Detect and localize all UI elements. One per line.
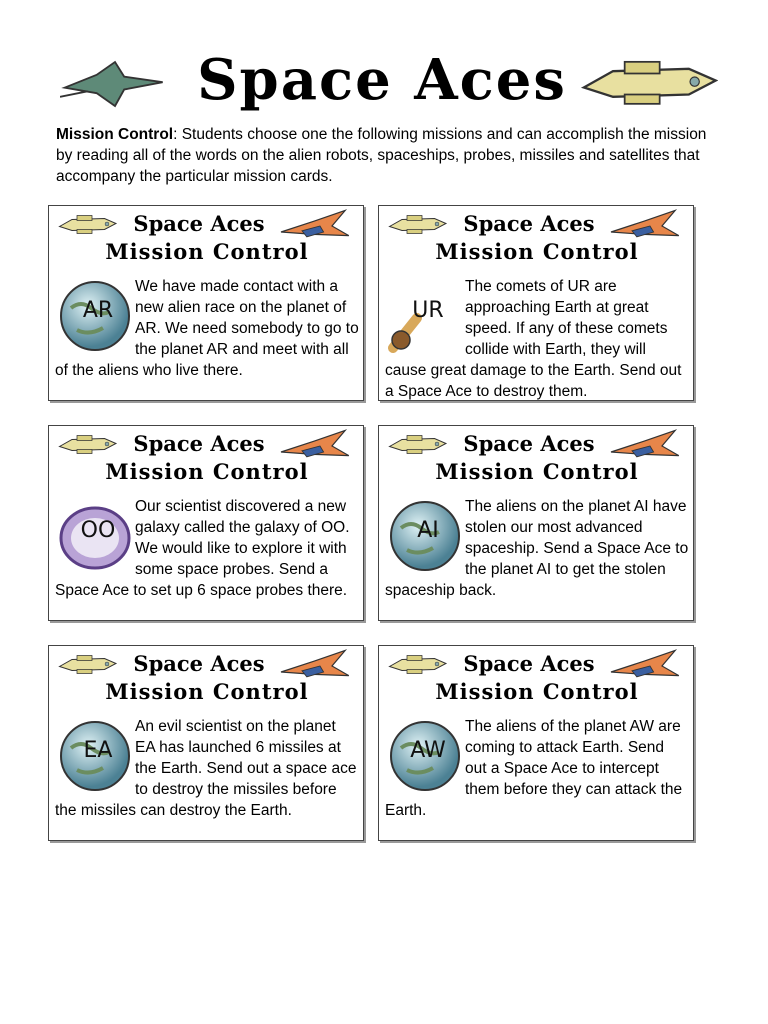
- alien-ship-icon: [60, 54, 170, 114]
- card-title: Space Aces: [133, 651, 265, 676]
- card-body: [385, 716, 689, 821]
- card-subtitle: Mission Control: [105, 239, 309, 264]
- mission-emblem: [55, 496, 135, 580]
- card-body: [55, 496, 359, 601]
- mission-text: The aliens of the planet AW are coming to attack Earth. Send out a Space Ace to intercept them before they can attack the Earth.: [385, 718, 683, 819]
- emblem-label: UR: [412, 298, 444, 323]
- mission-text: The aliens on the planet AI have stolen our most advanced spaceship. Send a Space Ace to the planet AI to get the stolen spaceship back.: [385, 498, 689, 599]
- mission-emblem: [55, 276, 135, 360]
- card-title: Space Aces: [463, 651, 595, 676]
- spaceship-icon: [387, 432, 447, 458]
- spaceship-icon: [57, 212, 117, 238]
- intro-lead: Mission Control: [56, 126, 174, 143]
- card-body: [55, 276, 359, 381]
- mission-card: [48, 645, 364, 841]
- mission-emblem: [55, 716, 135, 800]
- card-subtitle: Mission Control: [435, 679, 639, 704]
- spaceship-icon: [578, 54, 718, 114]
- mission-emblem: [385, 716, 465, 800]
- emblem-label: AI: [417, 518, 439, 543]
- card-header: [49, 648, 363, 714]
- card-title: Space Aces: [133, 431, 265, 456]
- card-body: [385, 496, 689, 601]
- emblem-label: EA: [83, 738, 113, 763]
- card-header: [49, 428, 363, 494]
- intro-text: : Students choose one the following missions and can accomplish the mission by reading all of the words on the alien robots, spaceships, probes, missiles and satellites that accompany the particular mission cards.: [56, 126, 707, 185]
- card-body: [55, 716, 359, 821]
- mission-card: [48, 205, 364, 401]
- card-header: [379, 428, 693, 494]
- card-subtitle: Mission Control: [105, 459, 309, 484]
- mission-text: Our scientist discovered a new galaxy called the galaxy of OO. We would like to explore it with some space probes. Send a Space Ace to set up 6 space probes there.: [55, 498, 350, 599]
- mission-emblem: [385, 496, 465, 580]
- emblem-label: OO: [80, 518, 116, 543]
- mission-text: An evil scientist on the planet EA has launched 6 missiles at the Earth. Send out a space ace to destroy the missiles before the missiles can destroy the Earth.: [55, 718, 357, 819]
- card-title: Space Aces: [463, 211, 595, 236]
- emblem-label: AR: [82, 298, 114, 323]
- page-title: Space Aces: [197, 47, 567, 113]
- mission-card: [378, 205, 694, 401]
- card-header: [379, 648, 693, 714]
- card-subtitle: Mission Control: [435, 239, 639, 264]
- mission-text: We have made contact with a new alien race on the planet of AR. We need somebody to go to the planet AR and meet with all of the aliens who live there.: [55, 278, 359, 379]
- card-header: [49, 208, 363, 274]
- card-body: [385, 276, 689, 401]
- card-subtitle: Mission Control: [105, 679, 309, 704]
- spaceship-icon: [57, 652, 117, 678]
- card-title: Space Aces: [463, 431, 595, 456]
- spaceship-icon: [387, 212, 447, 238]
- spaceship-icon: [387, 652, 447, 678]
- card-header: [379, 208, 693, 274]
- mission-card: [378, 645, 694, 841]
- mission-text: The comets of UR are approaching Earth at great speed. If any of these comets collide with Earth, they will cause great damage to the Earth. Send out a Space Ace to destroy them.: [385, 278, 682, 400]
- mission-emblem: [385, 276, 465, 360]
- intro-paragraph: [56, 124, 716, 187]
- card-title: Space Aces: [133, 211, 265, 236]
- card-subtitle: Mission Control: [435, 459, 639, 484]
- page-header: [0, 40, 768, 125]
- mission-card: [378, 425, 694, 621]
- emblem-label: AW: [410, 738, 446, 763]
- spaceship-icon: [57, 432, 117, 458]
- mission-card: [48, 425, 364, 621]
